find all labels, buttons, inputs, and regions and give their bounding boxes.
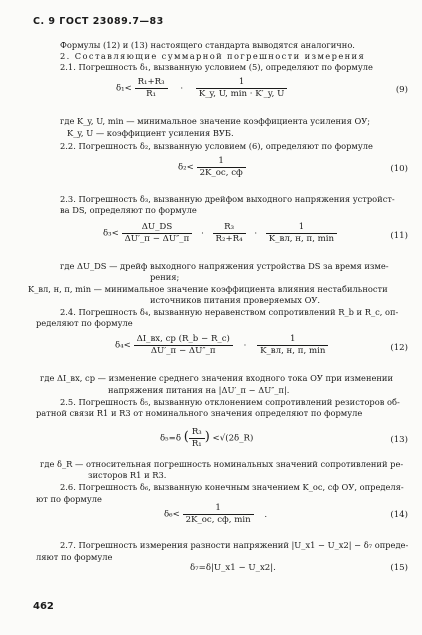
equation-number: (12) — [390, 343, 408, 353]
fraction: $\frac{1}{K\_вл, н, п, \min}$ — [257, 334, 328, 356]
page-header: С. 9 ГОСТ 23089.7—83 — [33, 16, 164, 27]
text-line: 2.7. Погрешность измерения разности напряжений |U_х1 − U_х2| − δ₇ опреде- — [60, 540, 409, 550]
fraction: $\frac{\text{R₁+R₃}}{\text{R₁}}$ — [135, 77, 168, 99]
equation-10: δ₂< $\frac{1}{2K\_ос, сф}$ — [178, 156, 246, 178]
equation-14: δ₆< $\frac{1}{2K\_ос, сф, \min}$ . — [164, 503, 268, 525]
fraction: $\frac{1}{2K\_ос, сф, \min}$ — [183, 503, 254, 525]
text-line: K_вл, н, п, min — минимальное значение коэффициента влияния нестабильности — [28, 284, 388, 294]
text-line: зисторов R1 и R3. — [88, 470, 167, 480]
equation-15: δ₇=δ|U_х1 − U_х2|. — [190, 563, 276, 573]
text-line: источников питания проверяемых ОУ. — [150, 295, 321, 305]
fraction: $\frac{\text{R₃}}{\text{R₂+R₄}}$ — [213, 222, 246, 244]
page-number: 462 — [33, 601, 54, 612]
equation-number: (10) — [390, 164, 408, 174]
equation-number: (9) — [395, 85, 408, 95]
equation-11: δ₃< $\frac{\Delta U\_DS}{\Delta U'\_п - \Delta U''\_п}$ · $\frac{\text{R₃}}{\text{R₂+R₄}}$ · $\frac{1}{K\_вл, н, п, \min}$ — [103, 222, 337, 244]
equation-9: δ₁< $\frac{\text{R₁+R₃}}{\text{R₁}}$ · $\frac{1}{K\_y, U, \min \cdot K'\_y, U}$ — [116, 77, 287, 99]
text-line: ва DS, определяют по формуле — [60, 205, 197, 215]
equation-12: δ₄< $\frac{\Delta I\_вх, ср (R\_b - R\_c)}{\Delta U'\_п - \Delta U''\_п}$ · $\frac{1}{K\_вл, н, п, \min}$ — [115, 334, 328, 356]
equation-number: (11) — [390, 231, 408, 241]
fraction: $\frac{\text{R₃}}{\text{R₁}}$ — [189, 427, 205, 449]
fraction: $\frac{1}{K\_y, U, \min \cdot K'\_y, U}$ — [196, 77, 288, 99]
text-line: ляют по формуле — [36, 552, 113, 562]
text-line: 2.6. Погрешность δ₆, вызванную конечным значением K_ос, сф ОУ, определя- — [60, 482, 404, 492]
fraction: $\frac{1}{2K\_ос, сф}$ — [197, 156, 246, 178]
equation-number: (15) — [390, 563, 408, 573]
eq-lhs: δ₁< — [116, 83, 132, 94]
text-line: 2.4. Погрешность δ₄, вызванную неравенством сопротивлений R_b и R_c, оп- — [60, 307, 399, 317]
text-line: где ΔI_вх, ср — изменение среднего значения входного тока ОУ при изменении — [40, 373, 393, 383]
equation-number: (14) — [390, 510, 408, 520]
text-line: напряжения питания на |ΔU′_п − ΔU″_п|. — [108, 385, 290, 395]
text-line: ределяют по формуле — [36, 318, 133, 328]
text-line: 2.3. Погрешность δ₃, вызванную дрейфом выходного напряжения устройст- — [60, 194, 395, 204]
text-line: рения; — [150, 272, 180, 282]
fraction: $\frac{\Delta I\_вх, ср (R\_b - R\_c)}{\Delta U'\_п - \Delta U''\_п}$ — [134, 334, 233, 356]
text-line: где K_y, U, min — минимальное значение коэффициента усиления ОУ; — [60, 116, 371, 126]
text-line: 2.5. Погрешность δ₅, вызванную отклонением сопротивлений резисторов об- — [60, 397, 400, 407]
equation-number: (13) — [390, 435, 408, 445]
text-line: где ΔU_DS — дрейф выходного напряжения устройства DS за время изме- — [60, 261, 389, 271]
text-line: ют по формуле — [36, 494, 102, 504]
text-line: ратной связи R1 и R3 от номинального значения определяют по формуле — [36, 408, 363, 418]
fraction: $\frac{\Delta U\_DS}{\Delta U'\_п - \Delta U''\_п}$ — [122, 222, 193, 244]
text-line: 2.1. Погрешность δ₁, вызванную условием (5), определяют по формуле — [60, 62, 373, 72]
text-line: где δ_R — относительная погрешность номинальных значений сопротивлений ре- — [40, 459, 404, 469]
fraction: $\frac{1}{K\_вл, н, п, \min}$ — [266, 222, 337, 244]
text-line: K_y, U — коэффициент усиления ВУБ. — [67, 128, 234, 138]
equation-13: δ₅=δ ( $\frac{\text{R₃}}{\text{R₁}}$ ) <√(2δ_R) — [160, 427, 254, 449]
text-line: Формулы (12) и (13) настоящего стандарта выводятся аналогично. — [60, 40, 355, 50]
section-heading: 2. Составляющие суммарной погрешности измерения — [60, 51, 366, 61]
text-line: 2.2. Погрешность δ₂, вызванную условием (6), определяют по формуле — [60, 141, 373, 151]
